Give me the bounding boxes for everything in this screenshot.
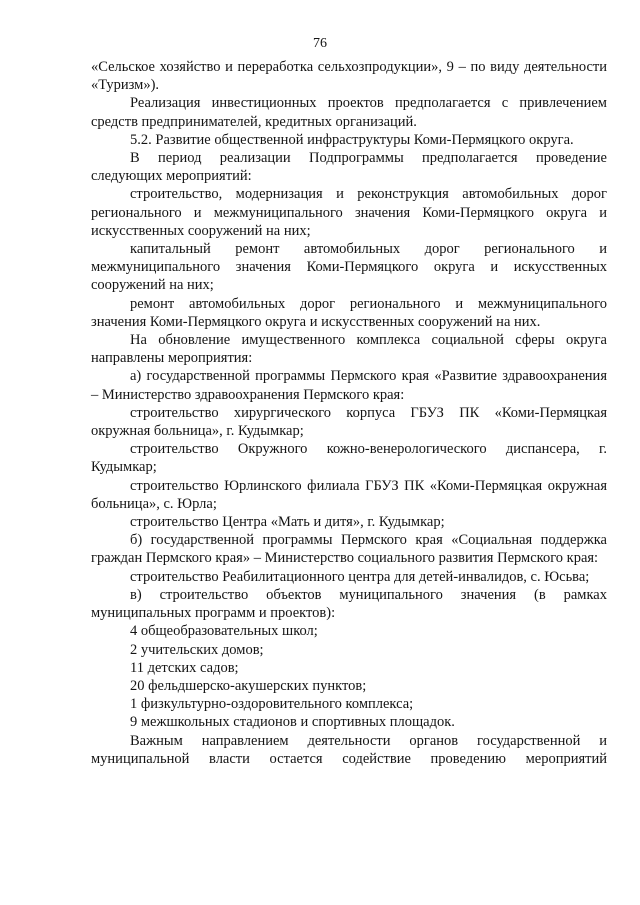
paragraph: На обновление имущественного комплекса социальной сферы округа направлены мероприятия: <box>91 332 607 367</box>
paragraph: Важным направлением деятельности органов государственной и муниципальной власти остается содействие проведению мероприятий <box>91 732 607 767</box>
paragraph: «Сельское хозяйство и переработка сельхозпродукции», 9 – по виду деятельности «Туризм»). <box>91 59 607 94</box>
list-item: а) государственной программы Пермского края «Развитие здравоохранения – Министерство здравоохранения Пермского края: <box>91 368 607 403</box>
list-item: 20 фельдшерско-акушерских пунктов; <box>130 677 367 694</box>
list-item: капитальный ремонт автомобильных дорог регионального и межмуниципального значения Коми-Пермяцкого округа и искусственных сооружений на них; <box>91 241 607 294</box>
page-number: 76 <box>313 36 327 51</box>
list-item: ремонт автомобильных дорог регионального и межмуниципального значения Коми-Пермяцкого округа и искусственных сооружений на них. <box>91 295 607 330</box>
list-item: 9 межшкольных стадионов и спортивных площадок. <box>130 714 455 731</box>
list-item: в) строительство объектов муниципального значения (в рамках муниципальных программ и проектов): <box>91 586 607 622</box>
list-item: строительство Центра «Мать и дитя», г. Кудымкар; <box>130 514 445 531</box>
list-item: строительство Окружного кожно-венерологического диспансера, г. Кудымкар; <box>91 441 607 476</box>
list-item: 2 учительских домов; <box>130 641 264 658</box>
list-item: б) государственной программы Пермского края «Социальная поддержка граждан Пермского края» – Министерство социального развития Пермского края: <box>91 532 607 567</box>
list-item: строительство хирургического корпуса ГБУЗ ПК «Коми-Пермяцкая окружная больница», г. Кудымкар; <box>91 404 607 440</box>
paragraph: Реализация инвестиционных проектов предполагается с привлечением средств предпринимателей, кредитных организаций. <box>91 95 607 130</box>
list-item: строительство Юрлинского филиала ГБУЗ ПК «Коми-Пермяцкая окружная больница», с. Юрла; <box>91 477 607 512</box>
list-item: строительство Реабилитационного центра для детей-инвалидов, с. Юсьва; <box>130 568 590 585</box>
list-item: 11 детских садов; <box>130 659 239 676</box>
list-item: строительство, модернизация и реконструкция автомобильных дорог регионального и межмуниципального значения Коми-Пермяцкого округа и искусственных сооружений на них; <box>91 186 607 239</box>
list-item: 4 общеобразовательных школ; <box>130 623 318 640</box>
section-heading: 5.2. Развитие общественной инфраструктуры Коми-Пермяцкого округа. <box>130 131 574 148</box>
paragraph: В период реализации Подпрограммы предполагается проведение следующих мероприятий: <box>91 150 607 185</box>
list-item: 1 физкультурно-оздоровительного комплекса; <box>130 696 414 713</box>
body-text <box>91 58 607 768</box>
